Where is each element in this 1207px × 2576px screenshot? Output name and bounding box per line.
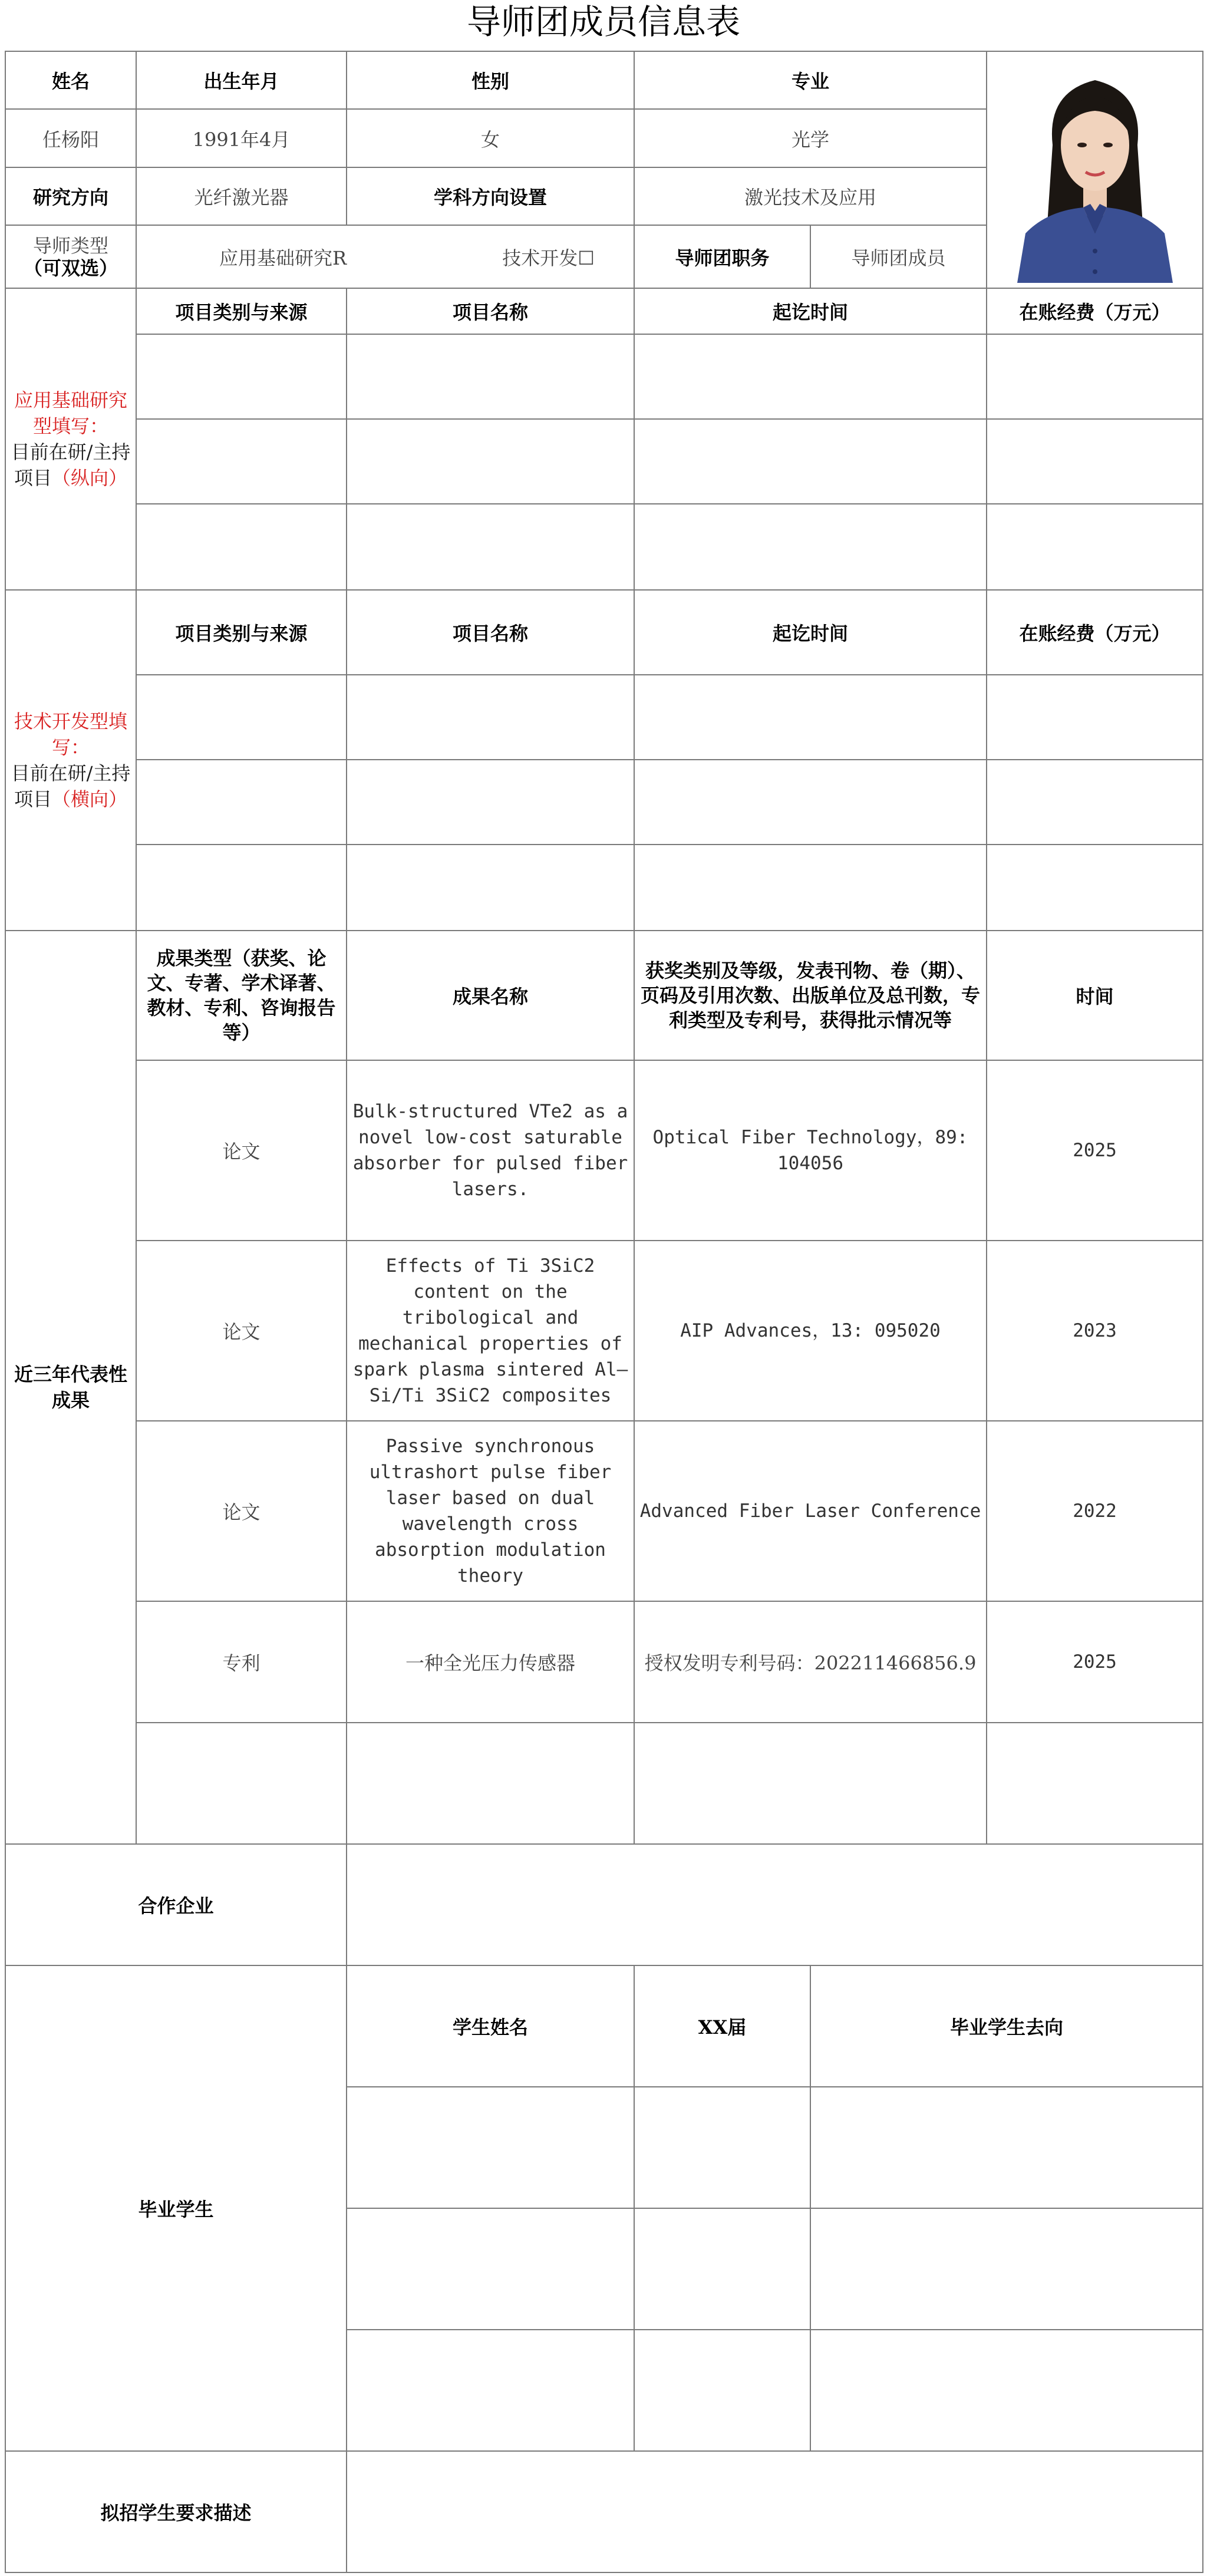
achievements-label: 近三年代表性成果 [5,931,136,1844]
table-cell[interactable] [987,419,1203,504]
table-cell[interactable] [810,2208,1203,2330]
cooperation-value[interactable] [347,1844,1203,1965]
mentor-type-option-basic[interactable]: 应用基础研究R [219,246,347,269]
achievement-type: 论文 [136,1241,347,1421]
table-cell[interactable] [987,675,1203,760]
tech-dev-label [5,590,136,931]
table-row [5,334,1203,419]
table-row [5,675,1203,760]
basic-research-label [5,288,136,590]
achievement-detail: 授权发明专利号码：202211466856.9 [634,1601,987,1723]
role-label: 导师团职务 [634,225,810,288]
table-cell[interactable] [347,2087,634,2208]
table-row [5,760,1203,845]
graduates-label: 毕业学生 [5,1965,347,2451]
table-cell[interactable] [136,1723,347,1844]
table-cell[interactable] [634,334,987,419]
table-row [5,1723,1203,1844]
achievement-type: 论文 [136,1421,347,1601]
portrait-photo [1011,57,1179,283]
table-cell[interactable] [347,334,634,419]
requirements-label: 拟招学生要求描述 [5,2451,347,2572]
birth-value: 1991年4月 [136,109,347,167]
table-cell[interactable] [136,675,347,760]
tech-dev-header-period: 起讫时间 [634,590,987,675]
table-row [5,1241,1203,1421]
table-row [5,1421,1203,1601]
tech-dev-label-red: 技术开发型填写： [14,710,127,758]
table-cell[interactable] [347,1723,634,1844]
mentor-type-option-tech[interactable]: 技术开发☐ [502,246,595,269]
requirements-value[interactable] [347,2451,1203,2572]
achievement-type: 专利 [136,1601,347,1723]
table-cell[interactable] [347,2208,634,2330]
basic-research-header-funding: 在账经费（万元） [987,288,1203,334]
achievement-detail: AIP Advances，13: 095020 [634,1241,987,1421]
research-value: 光纤激光器 [136,167,347,225]
page-title: 导师团成员信息表 [466,2,740,42]
table-cell[interactable] [810,2087,1203,2208]
achievement-year: 2023 [987,1241,1203,1421]
achievement-type: 论文 [136,1060,347,1241]
table-cell[interactable] [987,760,1203,845]
table-cell[interactable] [987,334,1203,419]
tech-dev-label-paren: （横向） [52,788,128,810]
major-value: 光学 [634,109,987,167]
table-cell[interactable] [634,675,987,760]
discipline-value: 激光技术及应用 [634,167,987,225]
table-cell[interactable] [347,845,634,931]
basic-research-header-source: 项目类别与来源 [136,288,347,334]
table-cell[interactable] [810,2330,1203,2451]
mentor-info-table [5,51,1203,2573]
achievements-header-detail: 获奖类别及等级，发表刊物、卷（期）、页码及引用次数、出版单位及总刊数，专利类型及专利号，获得批示情况等 [634,931,987,1060]
portrait-photo-icon [1011,57,1179,283]
photo-cell [987,51,1203,288]
graduates-header-destination: 毕业学生去向 [810,1965,1203,2087]
table-cell[interactable] [634,1723,987,1844]
table-cell[interactable] [136,419,347,504]
table-cell[interactable] [634,845,987,931]
graduates-header-class: XX届 [634,1965,810,2087]
achievement-year: 2025 [987,1601,1203,1723]
basic-research-label-black: 目前在研/主持项目 [11,441,131,489]
mentor-type-label-1: 导师类型 [32,234,108,257]
mentor-type-options [136,225,634,288]
tech-dev-label-black: 目前在研/主持项目 [11,762,131,810]
table-row [5,1060,1203,1241]
birth-label: 出生年月 [136,51,347,109]
achievements-header-year: 时间 [987,931,1203,1060]
achievement-name: Bulk-structured VTe2 as a novel low-cost saturable absorber for pulsed fiber lasers. [347,1060,634,1241]
achievements-header-name: 成果名称 [347,931,634,1060]
table-cell[interactable] [634,419,987,504]
tech-dev-header-source: 项目类别与来源 [136,590,347,675]
tech-dev-header-funding: 在账经费（万元） [987,590,1203,675]
achievements-header-type: 成果类型（获奖、论文、专著、学术译著、教材、专利、咨询报告等） [136,931,347,1060]
mentor-type-label [5,225,136,288]
table-cell[interactable] [987,845,1203,931]
table-row [5,845,1203,931]
name-value: 任杨阳 [5,109,136,167]
achievement-year: 2025 [987,1060,1203,1241]
cooperation-label: 合作企业 [5,1844,347,1965]
achievement-name: Passive synchronous ultrashort pulse fiber laser based on dual wavelength cross absorption modulation theory [347,1421,634,1601]
research-label: 研究方向 [5,167,136,225]
table-cell[interactable] [347,675,634,760]
basic-research-header-period: 起讫时间 [634,288,987,334]
achievement-detail: Optical Fiber Technology，89: 104056 [634,1060,987,1241]
achievement-detail: Advanced Fiber Laser Conference [634,1421,987,1601]
tech-dev-header-name: 项目名称 [347,590,634,675]
table-cell[interactable] [634,504,987,590]
gender-value: 女 [347,109,634,167]
table-cell[interactable] [987,504,1203,590]
table-cell[interactable] [136,760,347,845]
table-cell[interactable] [347,760,634,845]
achievement-year: 2022 [987,1421,1203,1601]
table-cell[interactable] [347,419,634,504]
name-label: 姓名 [5,51,136,109]
table-cell[interactable] [136,504,347,590]
table-row [5,504,1203,590]
role-value: 导师团成员 [810,225,987,288]
achievement-name: Effects of Ti 3SiC2 content on the tribological and mechanical properties of spark plasma sintered Al–Si/Ti 3SiC2 composites [347,1241,634,1421]
discipline-label: 学科方向设置 [347,167,634,225]
basic-research-label-red: 应用基础研究型填写： [14,389,127,437]
mentor-type-label-2: （可双选） [23,256,118,279]
table-cell[interactable] [136,845,347,931]
table-cell[interactable] [347,2330,634,2451]
table-cell[interactable] [634,2087,810,2208]
gender-label: 性别 [347,51,634,109]
table-cell[interactable] [634,2330,810,2451]
table-cell[interactable] [347,504,634,590]
table-cell[interactable] [634,760,987,845]
major-label: 专业 [634,51,987,109]
table-cell[interactable] [136,334,347,419]
achievement-name: 一种全光压力传感器 [347,1601,634,1723]
table-row [5,419,1203,504]
graduates-header-name: 学生姓名 [347,1965,634,2087]
basic-research-label-paren: （纵向） [52,467,128,489]
basic-research-header-name: 项目名称 [347,288,634,334]
table-cell[interactable] [987,1723,1203,1844]
table-cell[interactable] [634,2208,810,2330]
table-row [5,1601,1203,1723]
